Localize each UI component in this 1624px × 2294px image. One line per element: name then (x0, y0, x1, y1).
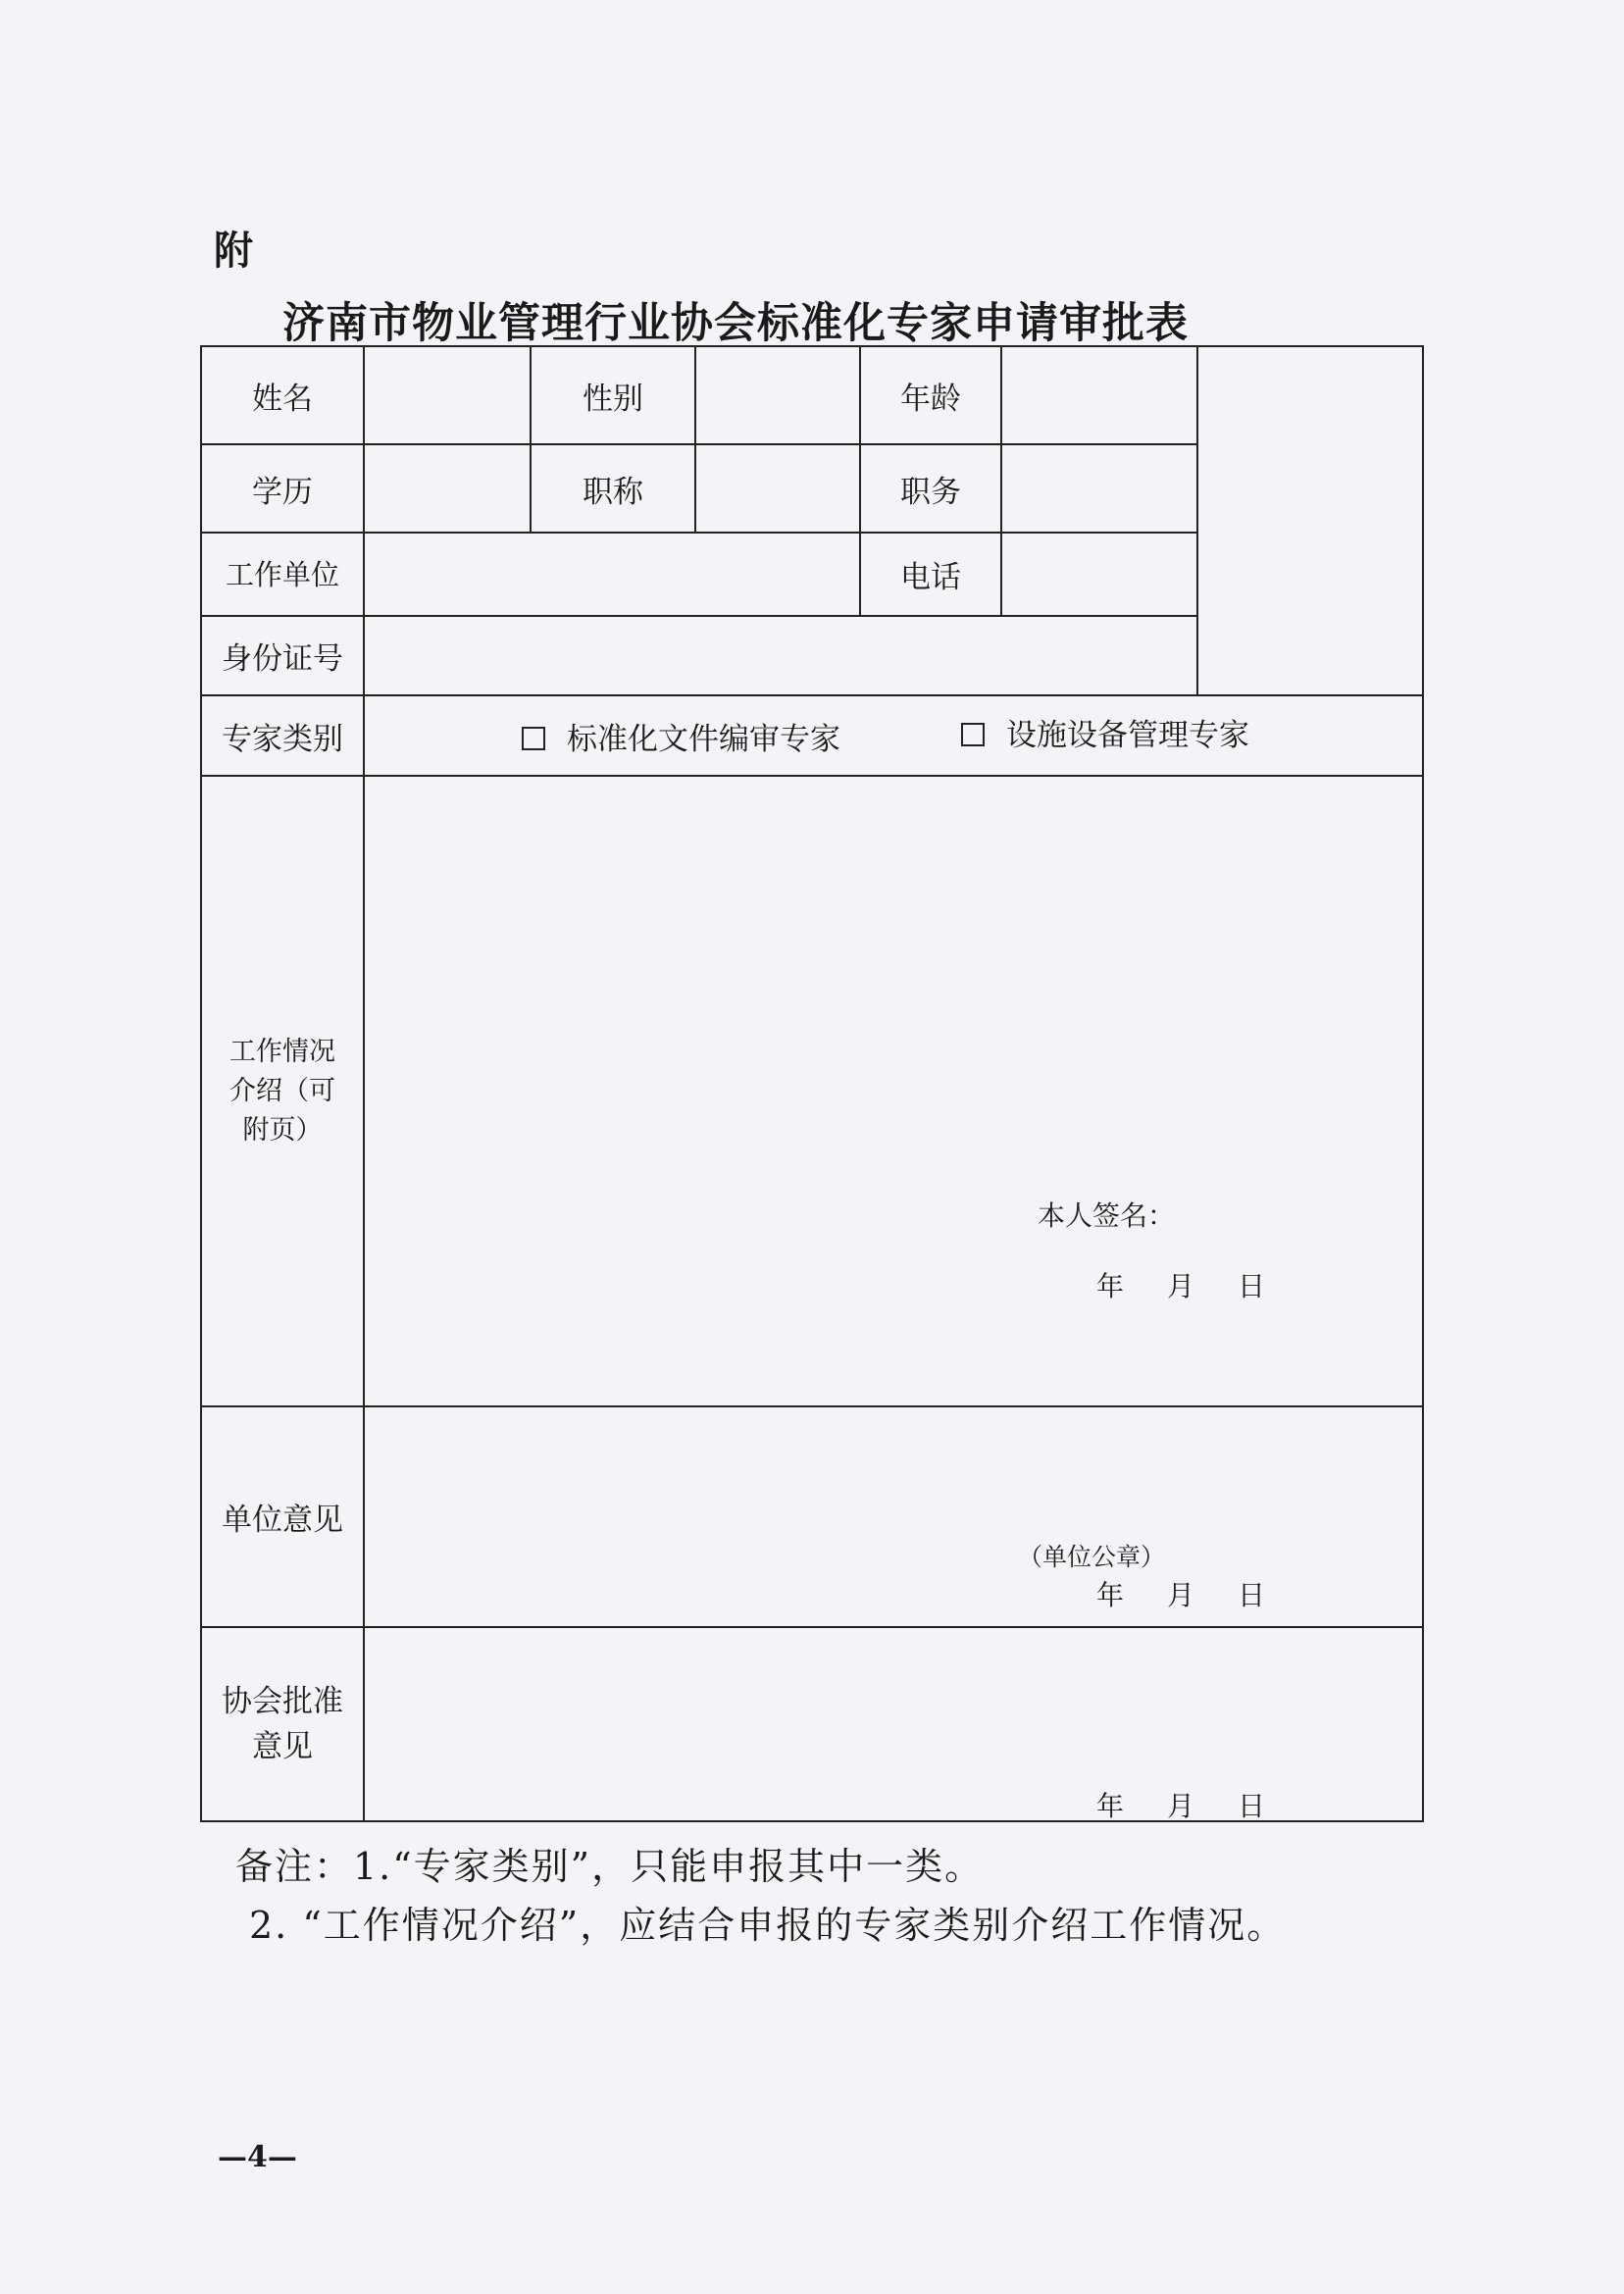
form-title: 济南市物业管理行业协会标准化专家申请审批表 (282, 299, 1189, 348)
label-phone: 电话 (900, 560, 961, 595)
label-age: 年龄 (900, 381, 961, 417)
education-field[interactable] (365, 445, 530, 532)
day-label: 日 (1238, 1270, 1266, 1302)
work-intro-field[interactable] (365, 777, 1422, 1405)
label-assoc-line2: 意见 (252, 1729, 313, 1764)
self-signature-label: 本人签名： (1038, 1199, 1176, 1232)
name-field[interactable] (365, 347, 530, 443)
label-expert-category: 专家类别 (222, 721, 343, 757)
day-label: 日 (1238, 1579, 1266, 1611)
age-field[interactable] (1002, 347, 1196, 443)
phone-field[interactable] (1002, 534, 1196, 615)
label-gender: 性别 (583, 381, 643, 417)
label-education: 学历 (252, 474, 313, 510)
year-label: 年 (1096, 1270, 1125, 1302)
photo-area[interactable] (1198, 347, 1422, 694)
grid-line (200, 694, 1424, 696)
label-work-intro-line1: 工作情况 (229, 1036, 335, 1067)
label-unit-opinion: 单位意见 (222, 1503, 343, 1538)
checkbox-icon[interactable] (961, 723, 985, 746)
position-field[interactable] (1002, 445, 1196, 532)
note-line-1: 备注：1.“专家类别”，只能申报其中一类。 (235, 1845, 985, 1888)
label-work-intro-line3: 附页） (242, 1114, 323, 1146)
note-line-2: 2. “工作情况介绍”，应结合申报的专家类别介绍工作情况。 (249, 1904, 1287, 1947)
checkbox-icon[interactable] (522, 727, 545, 750)
category-option-label: 设施设备管理专家 (1006, 718, 1249, 753)
month-label: 月 (1167, 1579, 1195, 1611)
year-label: 年 (1096, 1790, 1125, 1822)
label-name: 姓名 (252, 381, 313, 417)
category-option-standard[interactable] (522, 714, 840, 758)
title-field[interactable] (696, 445, 859, 532)
label-work-intro (202, 777, 363, 1405)
unit-seal-label: （单位公章） (1018, 1543, 1166, 1571)
id-number-field[interactable] (365, 617, 1196, 694)
month-label: 月 (1167, 1790, 1195, 1822)
label-work-intro-line2: 介绍（可 (229, 1075, 335, 1106)
year-label: 年 (1096, 1579, 1125, 1611)
attachment-mark: 附 (214, 228, 253, 274)
day-label: 日 (1238, 1790, 1266, 1822)
label-title: 职称 (583, 474, 643, 510)
label-id-number: 身份证号 (222, 641, 343, 677)
label-assoc-line1: 协会批准 (222, 1684, 343, 1719)
month-label: 月 (1167, 1270, 1195, 1302)
category-option-label: 标准化文件编审专家 (567, 722, 840, 757)
label-assoc-approval (202, 1628, 363, 1820)
label-work-unit: 工作单位 (225, 557, 339, 591)
page-number: —4— (218, 2140, 297, 2174)
label-position: 职务 (900, 474, 961, 510)
work-unit-field[interactable] (365, 534, 859, 615)
gender-field[interactable] (696, 347, 859, 443)
category-option-facilities[interactable] (961, 710, 1249, 754)
